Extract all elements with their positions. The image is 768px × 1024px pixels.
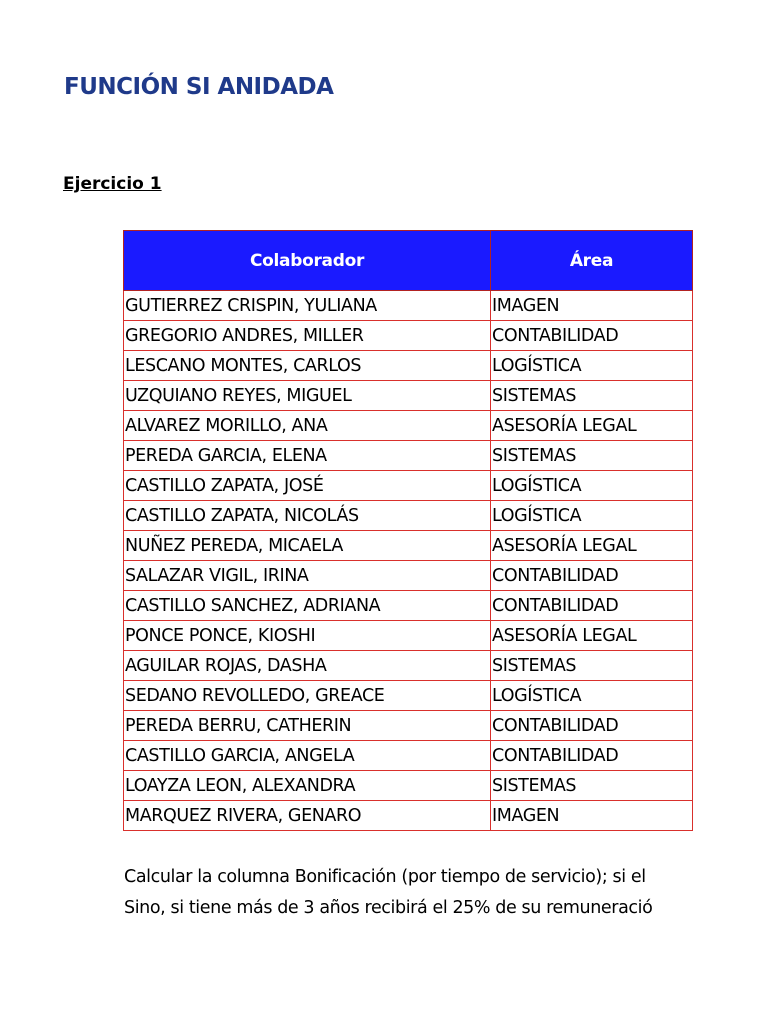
table-row xyxy=(124,531,693,561)
cell-colaborador: LESCANO MONTES, CARLOS xyxy=(124,351,491,381)
table-row xyxy=(124,711,693,741)
table-body xyxy=(124,291,693,831)
table-row xyxy=(124,681,693,711)
cell-colaborador: ALVAREZ MORILLO, ANA xyxy=(124,411,491,441)
cell-colaborador: MARQUEZ RIVERA, GENARO xyxy=(124,801,491,831)
cell-area: ASESORÍA LEGAL xyxy=(491,411,693,441)
cell-colaborador: NUÑEZ PEREDA, MICAELA xyxy=(124,531,491,561)
cell-area: SISTEMAS xyxy=(491,441,693,471)
cell-area: CONTABILIDAD xyxy=(491,741,693,771)
column-header-colaborador: Colaborador xyxy=(124,231,491,291)
table-row xyxy=(124,351,693,381)
cell-area: SISTEMAS xyxy=(491,771,693,801)
cell-colaborador: CASTILLO ZAPATA, NICOLÁS xyxy=(124,501,491,531)
table-row xyxy=(124,291,693,321)
table-row xyxy=(124,321,693,351)
cell-colaborador: SALAZAR VIGIL, IRINA xyxy=(124,561,491,591)
cell-area: LOGÍSTICA xyxy=(491,681,693,711)
cell-colaborador: SEDANO REVOLLEDO, GREACE xyxy=(124,681,491,711)
collaborators-table xyxy=(123,230,693,831)
cell-area: CONTABILIDAD xyxy=(491,711,693,741)
cell-area: CONTABILIDAD xyxy=(491,591,693,621)
cell-colaborador: GREGORIO ANDRES, MILLER xyxy=(124,321,491,351)
table-row xyxy=(124,471,693,501)
cell-colaborador: PEREDA BERRU, CATHERIN xyxy=(124,711,491,741)
table-row xyxy=(124,651,693,681)
table-row xyxy=(124,741,693,771)
table-row xyxy=(124,381,693,411)
cell-colaborador: CASTILLO GARCIA, ANGELA xyxy=(124,741,491,771)
table-row xyxy=(124,411,693,441)
cell-area: SISTEMAS xyxy=(491,651,693,681)
cell-colaborador: PEREDA GARCIA, ELENA xyxy=(124,441,491,471)
cell-area: LOGÍSTICA xyxy=(491,471,693,501)
cell-colaborador: AGUILAR ROJAS, DASHA xyxy=(124,651,491,681)
instructions-line: Sino, si tiene más de 3 años recibirá el 25% de su remuneració xyxy=(124,898,653,918)
cell-area: ASESORÍA LEGAL xyxy=(491,621,693,651)
cell-area: LOGÍSTICA xyxy=(491,351,693,381)
table-row xyxy=(124,561,693,591)
table-row xyxy=(124,771,693,801)
cell-area: IMAGEN xyxy=(491,801,693,831)
cell-colaborador: LOAYZA LEON, ALEXANDRA xyxy=(124,771,491,801)
cell-colaborador: GUTIERREZ CRISPIN, YULIANA xyxy=(124,291,491,321)
cell-area: CONTABILIDAD xyxy=(491,321,693,351)
cell-colaborador: CASTILLO ZAPATA, JOSÉ xyxy=(124,471,491,501)
table-header-row xyxy=(124,231,693,291)
cell-area: CONTABILIDAD xyxy=(491,561,693,591)
cell-area: SISTEMAS xyxy=(491,381,693,411)
column-header-area: Área xyxy=(491,231,693,291)
instructions-line: Calcular la columna Bonificación (por tiempo de servicio); si el xyxy=(124,867,646,887)
cell-colaborador: CASTILLO SANCHEZ, ADRIANA xyxy=(124,591,491,621)
cell-colaborador: UZQUIANO REYES, MIGUEL xyxy=(124,381,491,411)
cell-colaborador: PONCE PONCE, KIOSHI xyxy=(124,621,491,651)
table-row xyxy=(124,591,693,621)
instructions-paragraph xyxy=(124,862,699,924)
cell-area: IMAGEN xyxy=(491,291,693,321)
table-row xyxy=(124,501,693,531)
cell-area: LOGÍSTICA xyxy=(491,501,693,531)
cell-area: ASESORÍA LEGAL xyxy=(491,531,693,561)
page-title: FUNCIÓN SI ANIDADA xyxy=(64,74,334,100)
table-row xyxy=(124,801,693,831)
section-heading: Ejercicio 1 xyxy=(63,174,162,194)
table-row xyxy=(124,441,693,471)
table-row xyxy=(124,621,693,651)
